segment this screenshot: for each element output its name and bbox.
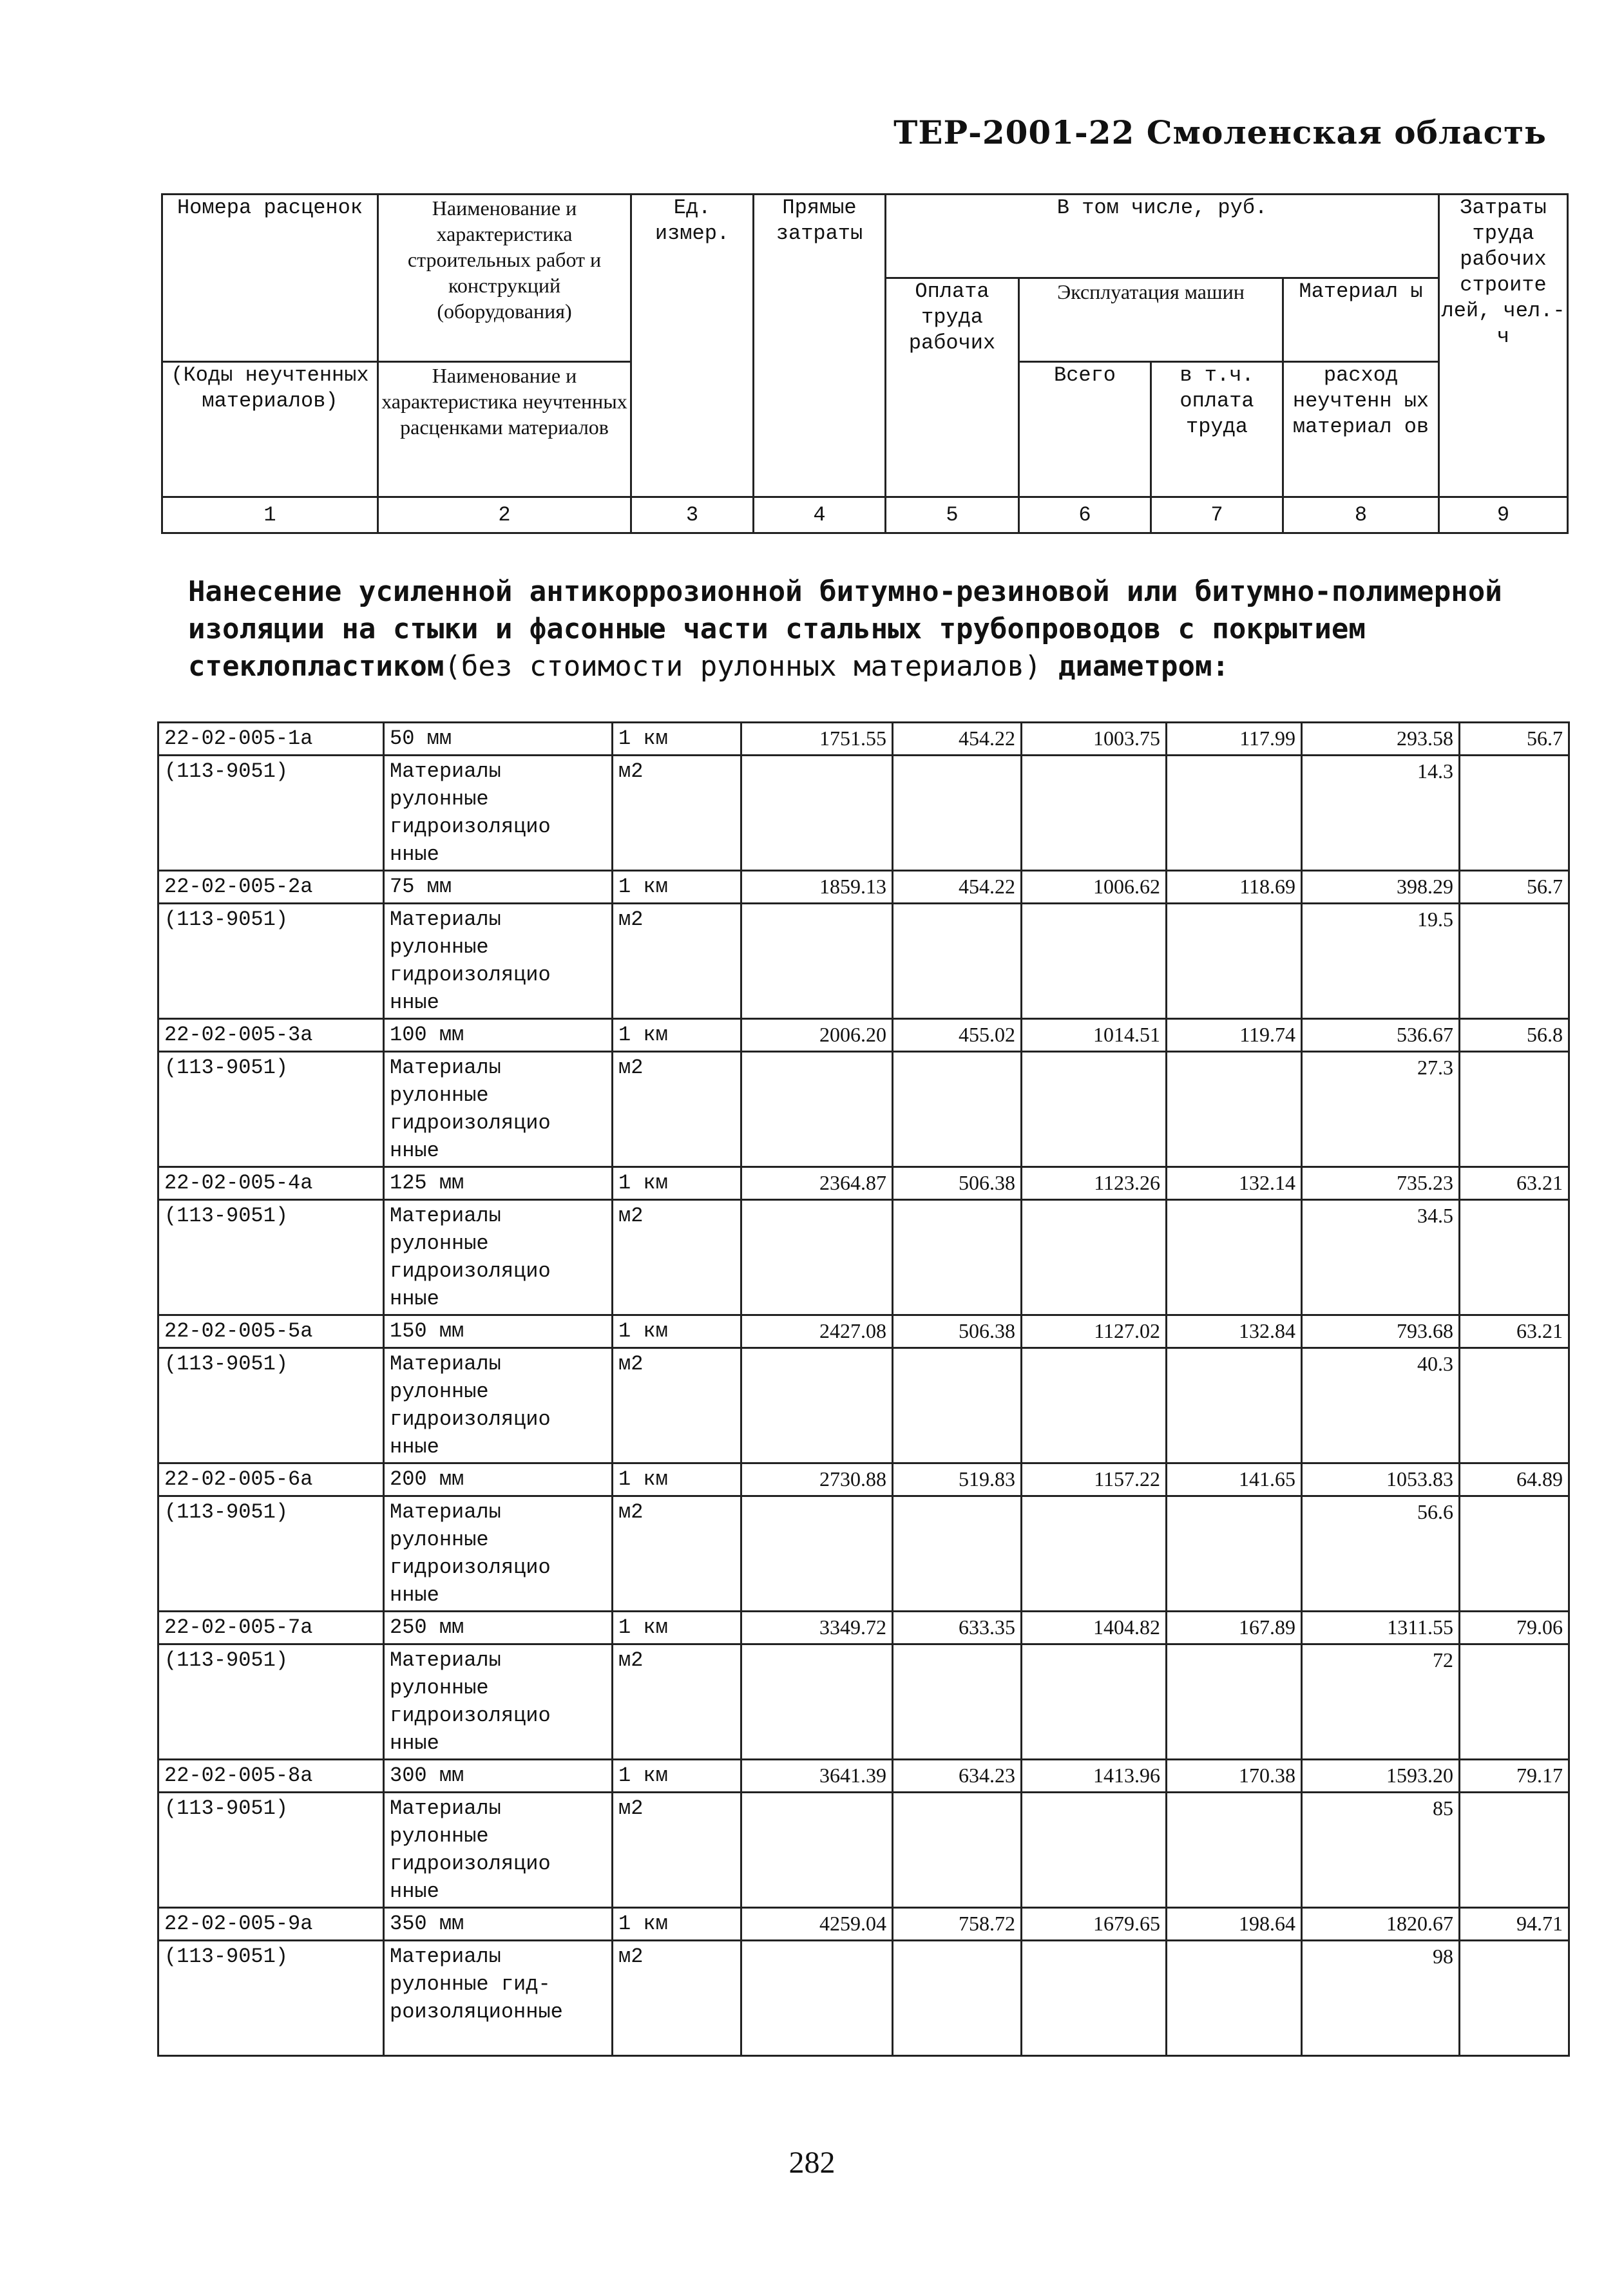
empty-cell xyxy=(1022,1200,1167,1315)
header-col8-top: Материал ы xyxy=(1283,278,1439,362)
machines-total: 1679.65 xyxy=(1022,1908,1167,1941)
rate-code: 22-02-005-7a xyxy=(158,1612,384,1644)
header-col8-bottom: расход неучтенн ых материал ов xyxy=(1283,362,1439,497)
table-row xyxy=(158,1793,1569,1908)
empty-cell xyxy=(893,1496,1022,1612)
material-code: (113-9051) xyxy=(158,1348,384,1463)
materials-cost: 293.58 xyxy=(1302,723,1460,756)
material-unit: м2 xyxy=(613,1052,741,1167)
empty-cell xyxy=(893,904,1022,1019)
machines-labor: 198.64 xyxy=(1167,1908,1302,1941)
empty-cell xyxy=(1022,1496,1167,1612)
labor-hours: 63.21 xyxy=(1460,1167,1569,1200)
empty-cell xyxy=(1022,904,1167,1019)
empty-cell xyxy=(893,1941,1022,2056)
header-num: 5 xyxy=(886,497,1019,533)
material-qty: 98 xyxy=(1302,1941,1460,2056)
header-col5: Оплата труда рабочих xyxy=(886,278,1019,497)
empty-cell xyxy=(1460,904,1569,1019)
labor-pay: 455.02 xyxy=(893,1019,1022,1052)
material-code: (113-9051) xyxy=(158,904,384,1019)
labor-pay: 454.22 xyxy=(893,723,1022,756)
empty-cell xyxy=(741,1496,893,1612)
table-row xyxy=(158,1463,1569,1496)
labor-hours: 56.7 xyxy=(1460,871,1569,904)
material-qty: 14.3 xyxy=(1302,756,1460,871)
header-col2-bottom: Наименование и характеристика неучтенных расценками материалов xyxy=(378,362,631,497)
material-code: (113-9051) xyxy=(158,1941,384,2056)
rates-table xyxy=(157,721,1570,2057)
table-row xyxy=(158,1908,1569,1941)
work-name: 300 мм xyxy=(384,1760,613,1793)
unit: 1 км xyxy=(613,1760,741,1793)
rate-code: 22-02-005-1a xyxy=(158,723,384,756)
empty-cell xyxy=(1460,756,1569,871)
material-name: Материалы рулонные гид-роизоляционные xyxy=(384,1941,613,2056)
materials-cost: 1053.83 xyxy=(1302,1463,1460,1496)
materials-cost: 536.67 xyxy=(1302,1019,1460,1052)
material-code: (113-9051) xyxy=(158,1793,384,1908)
empty-cell xyxy=(1167,1941,1302,2056)
rate-code: 22-02-005-3a xyxy=(158,1019,384,1052)
labor-pay: 519.83 xyxy=(893,1463,1022,1496)
empty-cell xyxy=(741,1644,893,1760)
material-code: (113-9051) xyxy=(158,1496,384,1612)
empty-cell xyxy=(1022,1644,1167,1760)
material-name: Материалы рулонные гидроизоляцио нные xyxy=(384,1200,613,1315)
header-col1-top: Номера расценок xyxy=(162,195,378,362)
header-group-machines: Эксплуатация машин xyxy=(1019,278,1283,362)
direct-costs: 2730.88 xyxy=(741,1463,893,1496)
rate-code: 22-02-005-2a xyxy=(158,871,384,904)
empty-cell xyxy=(1167,1496,1302,1612)
labor-hours: 79.06 xyxy=(1460,1612,1569,1644)
unit: 1 км xyxy=(613,723,741,756)
direct-costs: 2364.87 xyxy=(741,1167,893,1200)
machines-total: 1003.75 xyxy=(1022,723,1167,756)
empty-cell xyxy=(1022,1793,1167,1908)
header-group-in-total: В том числе, руб. xyxy=(886,195,1439,278)
unit: 1 км xyxy=(613,1463,741,1496)
unit: 1 км xyxy=(613,1612,741,1644)
table-row xyxy=(158,1200,1569,1315)
machines-labor: 119.74 xyxy=(1167,1019,1302,1052)
table-row xyxy=(158,1760,1569,1793)
empty-cell xyxy=(1022,756,1167,871)
direct-costs: 3349.72 xyxy=(741,1612,893,1644)
empty-cell xyxy=(1460,1052,1569,1167)
empty-cell xyxy=(893,1052,1022,1167)
header-col2-top: Наименование и характеристика строительных работ и конструкций (оборудования) xyxy=(378,195,631,362)
labor-pay: 634.23 xyxy=(893,1760,1022,1793)
machines-labor: 118.69 xyxy=(1167,871,1302,904)
table-row xyxy=(158,871,1569,904)
labor-pay: 454.22 xyxy=(893,871,1022,904)
rate-code: 22-02-005-4a xyxy=(158,1167,384,1200)
material-name: Материалы рулонные гидроизоляцио нные xyxy=(384,756,613,871)
material-unit: м2 xyxy=(613,1200,741,1315)
table-row xyxy=(158,1019,1569,1052)
rate-code: 22-02-005-8a xyxy=(158,1760,384,1793)
materials-cost: 1820.67 xyxy=(1302,1908,1460,1941)
table-row xyxy=(158,1644,1569,1760)
material-unit: м2 xyxy=(613,1793,741,1908)
header-col3: Ед. измер. xyxy=(631,195,754,497)
empty-cell xyxy=(1167,1793,1302,1908)
labor-hours: 64.89 xyxy=(1460,1463,1569,1496)
materials-cost: 1311.55 xyxy=(1302,1612,1460,1644)
material-name: Материалы рулонные гидроизоляцио нные xyxy=(384,1052,613,1167)
material-unit: м2 xyxy=(613,756,741,871)
header-num: 8 xyxy=(1283,497,1439,533)
material-qty: 27.3 xyxy=(1302,1052,1460,1167)
empty-cell xyxy=(1167,1200,1302,1315)
unit: 1 км xyxy=(613,1315,741,1348)
machines-labor: 170.38 xyxy=(1167,1760,1302,1793)
labor-pay: 506.38 xyxy=(893,1315,1022,1348)
header-num: 9 xyxy=(1439,497,1568,533)
header-col9: Затраты труда рабочих строите лей, чел.-ч xyxy=(1439,195,1568,497)
header-col4: Прямые затраты xyxy=(754,195,886,497)
work-name: 200 мм xyxy=(384,1463,613,1496)
header-num: 2 xyxy=(378,497,631,533)
machines-total: 1413.96 xyxy=(1022,1760,1167,1793)
table-row xyxy=(158,723,1569,756)
material-qty: 85 xyxy=(1302,1793,1460,1908)
empty-cell xyxy=(1022,1052,1167,1167)
empty-cell xyxy=(1022,1348,1167,1463)
table-row xyxy=(158,1612,1569,1644)
empty-cell xyxy=(893,1200,1022,1315)
material-unit: м2 xyxy=(613,1644,741,1760)
empty-cell xyxy=(1167,1052,1302,1167)
header-num: 3 xyxy=(631,497,754,533)
empty-cell xyxy=(893,1348,1022,1463)
header-col6: Всего xyxy=(1019,362,1151,497)
material-code: (113-9051) xyxy=(158,1052,384,1167)
machines-labor: 141.65 xyxy=(1167,1463,1302,1496)
page-title: ТЕР-2001-22 Смоленская область xyxy=(893,113,1547,151)
empty-cell xyxy=(1167,904,1302,1019)
work-name: 75 мм xyxy=(384,871,613,904)
material-qty: 56.6 xyxy=(1302,1496,1460,1612)
material-code: (113-9051) xyxy=(158,756,384,871)
machines-total: 1123.26 xyxy=(1022,1167,1167,1200)
materials-cost: 1593.20 xyxy=(1302,1760,1460,1793)
machines-total: 1014.51 xyxy=(1022,1019,1167,1052)
empty-cell xyxy=(741,756,893,871)
page-number: 282 xyxy=(788,2146,836,2180)
table-row xyxy=(158,756,1569,871)
empty-cell xyxy=(741,1793,893,1908)
table-row xyxy=(158,1941,1569,2056)
material-code: (113-9051) xyxy=(158,1200,384,1315)
machines-labor: 132.84 xyxy=(1167,1315,1302,1348)
material-name: Материалы рулонные гидроизоляцио нные xyxy=(384,1348,613,1463)
machines-total: 1006.62 xyxy=(1022,871,1167,904)
machines-total: 1127.02 xyxy=(1022,1315,1167,1348)
materials-cost: 398.29 xyxy=(1302,871,1460,904)
header-num: 4 xyxy=(754,497,886,533)
material-code: (113-9051) xyxy=(158,1644,384,1760)
material-name: Материалы рулонные гидроизоляцио нные xyxy=(384,1496,613,1612)
material-qty: 40.3 xyxy=(1302,1348,1460,1463)
machines-total: 1404.82 xyxy=(1022,1612,1167,1644)
empty-cell xyxy=(1460,1644,1569,1760)
direct-costs: 1751.55 xyxy=(741,723,893,756)
empty-cell xyxy=(1460,1941,1569,2056)
machines-labor: 132.14 xyxy=(1167,1167,1302,1200)
work-name: 150 мм xyxy=(384,1315,613,1348)
rate-code: 22-02-005-6a xyxy=(158,1463,384,1496)
labor-hours: 56.7 xyxy=(1460,723,1569,756)
empty-cell xyxy=(893,1644,1022,1760)
labor-pay: 633.35 xyxy=(893,1612,1022,1644)
empty-cell xyxy=(741,904,893,1019)
empty-cell xyxy=(741,1941,893,2056)
labor-hours: 94.71 xyxy=(1460,1908,1569,1941)
empty-cell xyxy=(741,1052,893,1167)
table-row xyxy=(158,1348,1569,1463)
empty-cell xyxy=(893,1793,1022,1908)
labor-hours: 79.17 xyxy=(1460,1760,1569,1793)
header-table xyxy=(161,193,1569,534)
work-name: 250 мм xyxy=(384,1612,613,1644)
work-name: 100 мм xyxy=(384,1019,613,1052)
header-num: 7 xyxy=(1151,497,1283,533)
empty-cell xyxy=(1022,1941,1167,2056)
direct-costs: 3641.39 xyxy=(741,1760,893,1793)
unit: 1 км xyxy=(613,1167,741,1200)
empty-cell xyxy=(1167,1644,1302,1760)
labor-pay: 506.38 xyxy=(893,1167,1022,1200)
empty-cell xyxy=(1167,756,1302,871)
table-row xyxy=(158,1496,1569,1612)
material-unit: м2 xyxy=(613,904,741,1019)
material-qty: 72 xyxy=(1302,1644,1460,1760)
materials-cost: 735.23 xyxy=(1302,1167,1460,1200)
material-qty: 34.5 xyxy=(1302,1200,1460,1315)
direct-costs: 2006.20 xyxy=(741,1019,893,1052)
rate-code: 22-02-005-5a xyxy=(158,1315,384,1348)
material-qty: 19.5 xyxy=(1302,904,1460,1019)
header-num: 6 xyxy=(1019,497,1151,533)
section-title-normal: (без стоимости рулонных материалов) xyxy=(444,650,1042,683)
section-title-bold: Нанесение усиленной антикоррозионной битумно-резиновой или битумно-полимерной изоляции на стыки и фасонные части стальных трубопроводов с покрытием стеклопластиком xyxy=(188,575,1502,683)
empty-cell xyxy=(1460,1200,1569,1315)
table-row xyxy=(158,904,1569,1019)
direct-costs: 4259.04 xyxy=(741,1908,893,1941)
empty-cell xyxy=(893,756,1022,871)
header-col7: в т.ч. оплата труда xyxy=(1151,362,1283,497)
header-num: 1 xyxy=(162,497,378,533)
unit: 1 км xyxy=(613,871,741,904)
empty-cell xyxy=(741,1200,893,1315)
empty-cell xyxy=(741,1348,893,1463)
material-name: Материалы рулонные гидроизоляцио нные xyxy=(384,1644,613,1760)
empty-cell xyxy=(1460,1348,1569,1463)
machines-labor: 167.89 xyxy=(1167,1612,1302,1644)
labor-hours: 63.21 xyxy=(1460,1315,1569,1348)
table-row xyxy=(158,1167,1569,1200)
rate-code: 22-02-005-9a xyxy=(158,1908,384,1941)
work-name: 350 мм xyxy=(384,1908,613,1941)
material-unit: м2 xyxy=(613,1941,741,2056)
table-row xyxy=(158,1315,1569,1348)
machines-labor: 117.99 xyxy=(1167,723,1302,756)
section-title xyxy=(188,573,1580,685)
material-unit: м2 xyxy=(613,1496,741,1612)
unit: 1 км xyxy=(613,1019,741,1052)
table-row xyxy=(158,1052,1569,1167)
direct-costs: 1859.13 xyxy=(741,871,893,904)
empty-cell xyxy=(1460,1793,1569,1908)
work-name: 125 мм xyxy=(384,1167,613,1200)
materials-cost: 793.68 xyxy=(1302,1315,1460,1348)
empty-cell xyxy=(1460,1496,1569,1612)
labor-pay: 758.72 xyxy=(893,1908,1022,1941)
material-name: Материалы рулонные гидроизоляцио нные xyxy=(384,1793,613,1908)
labor-hours: 56.8 xyxy=(1460,1019,1569,1052)
section-title-tail: диаметром: xyxy=(1058,650,1229,683)
work-name: 50 мм xyxy=(384,723,613,756)
empty-cell xyxy=(1167,1348,1302,1463)
material-unit: м2 xyxy=(613,1348,741,1463)
machines-total: 1157.22 xyxy=(1022,1463,1167,1496)
material-name: Материалы рулонные гидроизоляцио нные xyxy=(384,904,613,1019)
unit: 1 км xyxy=(613,1908,741,1941)
header-col1-bottom: (Коды неучтенных материалов) xyxy=(162,362,378,497)
direct-costs: 2427.08 xyxy=(741,1315,893,1348)
